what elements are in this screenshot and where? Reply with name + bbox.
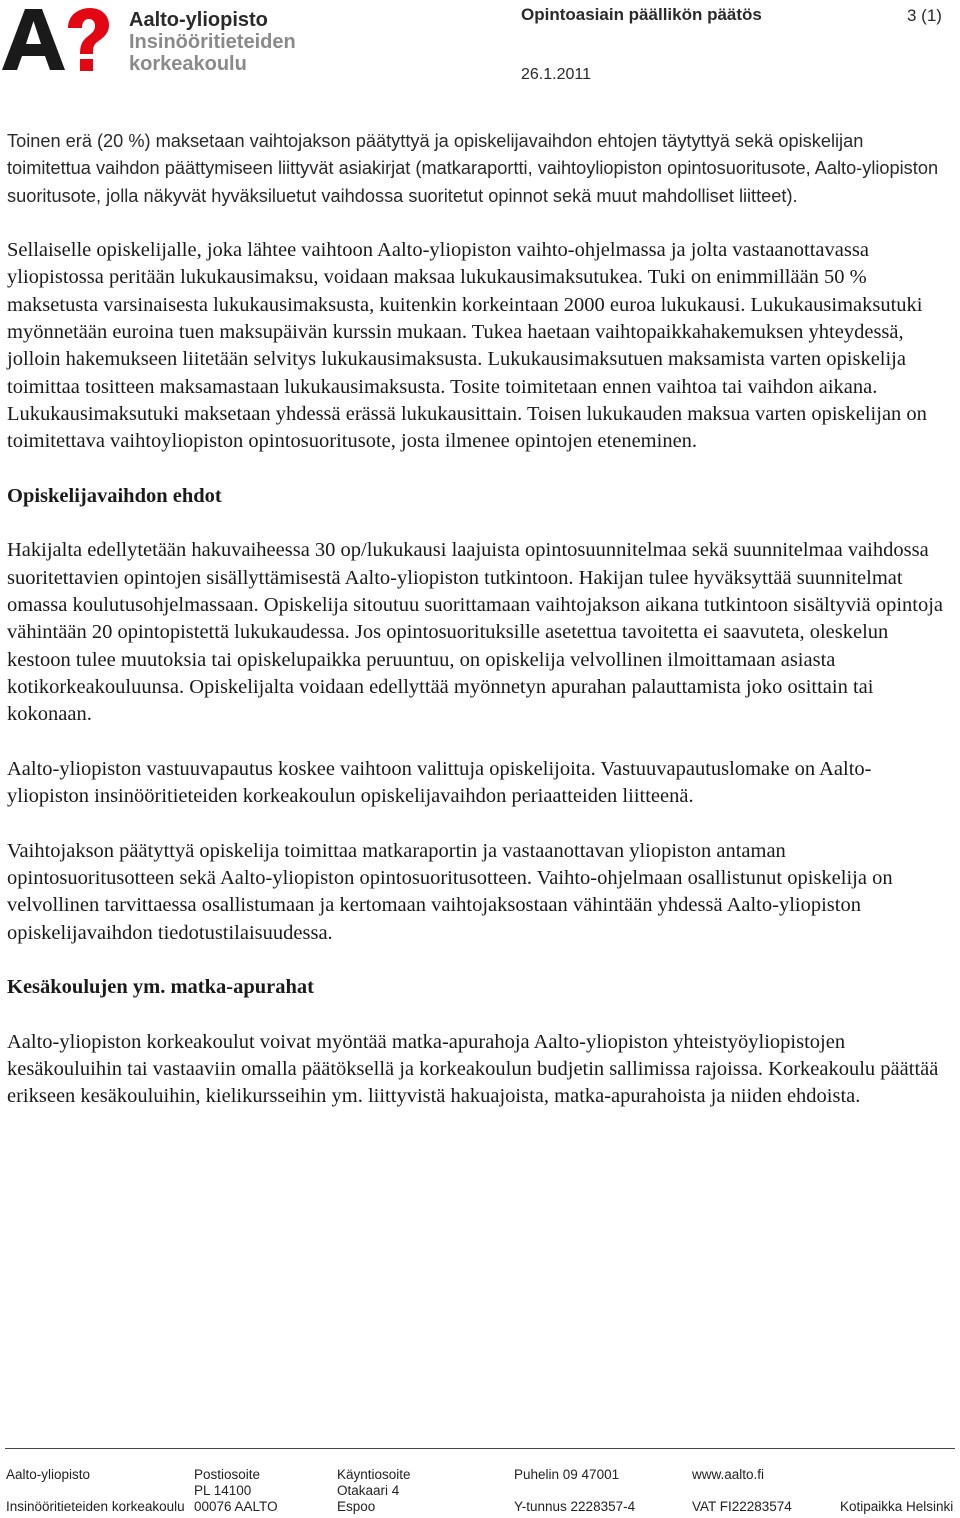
- footer-vat: VAT FI22283574: [692, 1499, 792, 1514]
- footer-visit-label: Käyntiosoite: [337, 1467, 411, 1482]
- footer-org: Aalto-yliopisto: [6, 1467, 91, 1482]
- paragraph-liability-waiver: Aalto-yliopiston vastuuvapautus koskee vaihtoon valittuja opiskelijoita. Vastuuvapautuslomake on Aalto-yliopiston insinööritieteiden korkeakoulun opiskelijavaihdon periaatteiden liitteenä.: [7, 757, 872, 808]
- aalto-logo: [2, 6, 327, 76]
- paragraph-after-exchange: Vaihtojakson päätyttyä opiskelija toimittaa matkaraportin ja vastaanottavan yliopiston antaman opintosuoritusotteen sekä Aalto-yliopiston opintosuoritusotteen. Vaihto-ohjelmaan osallistunut opiskelija on velvollinen tarvittaessa osallistumaan ja kertomaan vaihtojaksostaan vähintään yhdessä Aalto-yliopiston opiskelijavaihdon tiedotustilaisuudessa.: [7, 839, 893, 944]
- footer-web: www.aalto.fi: [692, 1467, 765, 1482]
- paragraph-study-plan: Hakijalta edellytetään hakuvaiheessa 30 op/lukukausi laajuista opintosuunnitelmaa sekä suunnitelmaa vaihdossa suoritettavien opintojen sisällyttämisestä Aalto-yliopiston tutkintoon. Hakijan tulee hyväksyttää suunnitelmat omassa koulutusohjelmassaan. Opiskelija sitoutuu suorittamaan vaihtojakson aikana tutkintoon sisältyviä opintoja vähintään 20 opintopistettä lukukaudessa. Jos opintosuorituksille asetettua tavoitetta ei saavuteta, oleskelun kestoon tulee muutoksia tai opiskelupaikka peruuntuu, on opiskelija velvollinen ilmoittamaan asiasta kotikorkeakouluunsa. Opiskelijalta voidaan edellyttää myönnetyn apurahan palauttamista joko osittain tai kokonaan.: [7, 539, 944, 726]
- logo-line-1: Aalto-yliopisto: [129, 9, 268, 31]
- logo-line-2: Insinööritieteiden: [129, 31, 296, 53]
- page-number: 3 (1): [907, 6, 942, 25]
- document-body: [7, 128, 947, 1138]
- footer-divider: [5, 1448, 955, 1449]
- paragraph-tuition-fee-support: Sellaiselle opiskelijalle, joka lähtee vaihtoon Aalto-yliopiston vaihto-ohjelmassa ja jolta vastaanottavassa yliopistossa peritään lukukausimaksu, voidaan maksaa lukukausimaksutukea. Tuki on enimmillään 50 % maksetusta varsinaisesta lukukausimaksusta, kuitenkin korkeintaan 2000 euroa lukukausi. Lukukausimaksutuki myönnetään euroina tuen maksupäivän kurssin mukaan. Tukea haetaan vaihtopaikkahakemuksen yhteydessä, jolloin hakemukseen liitetään selvitys lukukausimaksusta. Lukukausimaksutuen maksamista varten opiskelija toimittaa tositteen maksamastaan lukukausimaksusta. Tosite toimitetaan ennen vaihtoa tai vaihdon aikana. Lukukausimaksutuki maksetaan yhdessä erässä lukukausittain. Toisen lukukauden maksua varten opiskelijan on toimitettava vaihtoyliopiston opintosuoritusote, josta ilmenee opintojen eteneminen.: [7, 239, 927, 453]
- heading-summer-school-grants: Kesäkoulujen ym. matka-apurahat: [7, 976, 314, 999]
- footer-postal-box: PL 14100: [194, 1483, 252, 1498]
- aalto-logo-mark-icon: [2, 6, 112, 76]
- logo-line-3: korkeakoulu: [129, 53, 247, 75]
- footer-school: Insinööritieteiden korkeakoulu: [6, 1499, 185, 1514]
- aalto-logo-wordmark: [129, 9, 296, 75]
- footer-phone: Puhelin 09 47001: [514, 1467, 620, 1482]
- paragraph-summer-school: Aalto-yliopiston korkeakoulut voivat myöntää matka-apurahoja Aalto-yliopiston yhteistyöyliopistojen kesäkouluihin tai vastaaviin omalla päätöksellä ja korkeakoulun budjetin sallimissa rajoissa. Korkeakoulu päättää erikseen kesäkouluihin, kielikursseihin ym. liittyvistä hakuajoista, matka-apurahoista ja niiden ehdoista.: [7, 1030, 939, 1108]
- footer-visit-street: Otakaari 4: [337, 1483, 400, 1498]
- footer-postal-label: Postiosoite: [194, 1467, 261, 1482]
- heading-exchange-conditions: Opiskelijavaihdon ehdot: [7, 484, 222, 507]
- document-title: Opintoasiain päällikön päätös: [521, 5, 762, 24]
- paragraph-second-installment: Toinen erä (20 %) maksetaan vaihtojakson päätyttyä ja opiskelijavaihdon ehtojen täytyttyä sekä opiskelijan toimitettua vaihdon päättymiseen liittyvät asiakirjat (matkaraportti, vaihtoyliopiston opintosuoritusote, Aalto-yliopiston suoritusote, jolla näkyvät hyväksiluetut vaihdossa suoritetut opinnot sekä muut mahdolliset liitteet).: [7, 131, 939, 206]
- footer-business-id: Y-tunnus 2228357-4: [514, 1499, 636, 1514]
- footer-domicile: Kotipaikka Helsinki: [840, 1499, 954, 1514]
- footer-postal-code: 00076 AALTO: [194, 1499, 278, 1514]
- footer-visit-city: Espoo: [337, 1499, 376, 1514]
- document-date: 26.1.2011: [521, 66, 591, 83]
